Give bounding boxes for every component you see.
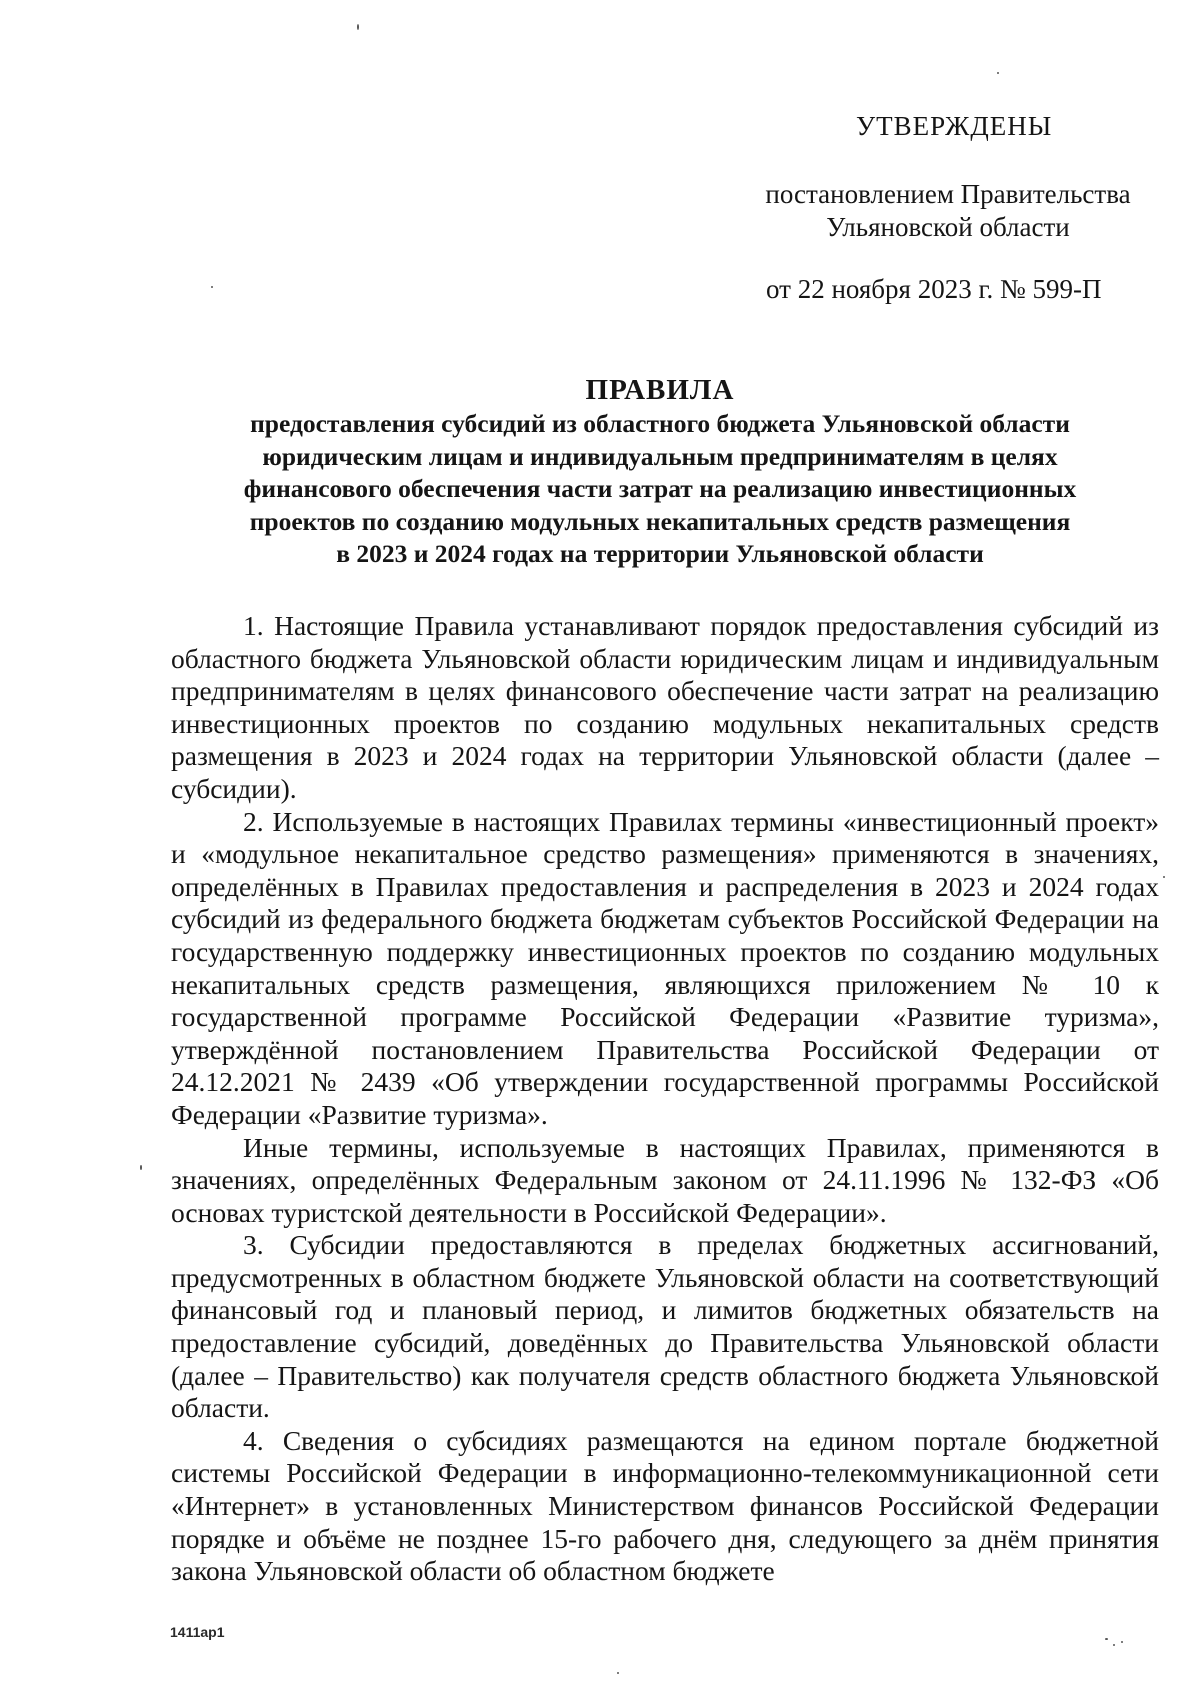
scan-speck bbox=[1105, 1638, 1108, 1640]
paragraph-2-continued: Иные термины, используемые в настоящих Правилах, применяются в значениях, определённых Федеральным законом от 24.11.1996 № 132-ФЗ «Об основах туристской деятельности в Российской Федерации». bbox=[171, 1131, 1159, 1228]
subtitle-line: финансового обеспечения части затрат на реализацию инвестиционных bbox=[243, 474, 1077, 503]
document-subtitle bbox=[160, 408, 1160, 571]
subtitle-line: проектов по созданию модульных некапитальных средств размещения bbox=[249, 506, 1071, 536]
scan-speck bbox=[1113, 1644, 1115, 1646]
subtitle-line: юридическим лицам и индивидуальным предпринимателям в целях bbox=[262, 441, 1058, 471]
paragraph-3: 3. Субсидии предоставляются в пределах бюджетных ассигнований, предусмотренных в областном бюджете Ульяновской области на соответствующий финансовый год и плановый период, и лимитов бюджетных обязательств на предоставление субсидий, доведённых до Правительства Ульяновской области (далее – Правительство) как получателя средств областного бюджета Ульяновской области. bbox=[171, 1229, 1159, 1424]
scan-speck bbox=[211, 286, 213, 288]
document-title: ПРАВИЛА bbox=[585, 374, 735, 406]
scan-speck bbox=[997, 72, 999, 74]
scan-speck bbox=[1163, 876, 1165, 878]
resolution-line-2: Ульяновской области bbox=[826, 212, 1070, 242]
document-body bbox=[171, 610, 1159, 1588]
resolution-line-1: постановлением Правительства bbox=[765, 179, 1131, 209]
paragraph-1: 1. Настоящие Правила устанавливают порядок предоставления субсидий из областного бюджета Ульяновской области юридическим лицам и индивидуальным предпринимателям в целях финансового обеспечение части затрат на реализацию инвестиционных проектов по созданию модульных некапитальных средств размещения в 2023 и 2024 годах на территории Ульяновской области (далее – субсидии). bbox=[171, 610, 1159, 804]
resolution-reference bbox=[753, 178, 1143, 244]
document-title-block bbox=[160, 372, 1160, 571]
scan-speck bbox=[357, 24, 359, 30]
scan-speck bbox=[617, 1672, 619, 1674]
scan-speck bbox=[1121, 1641, 1123, 1643]
footer-document-code: 1411ap1 bbox=[170, 1624, 225, 1640]
approved-stamp-text: УТВЕРЖДЕНЫ bbox=[856, 111, 1053, 141]
paragraph-4: 4. Сведения о субсидиях размещаются на едином портале бюджетной системы Российской Федерации в информационно-телекоммуникационной сети «Интернет» в установленных Министерством финансов Российской Федерации порядке и объёме не позднее 15-го рабочего дня, следующего за днём принятия закона Ульяновской области об областном бюджете bbox=[171, 1424, 1159, 1587]
scan-speck bbox=[140, 1165, 142, 1170]
paragraph-2: 2. Используемые в настоящих Правилах термины «инвестиционный проект» и «модульное некапитальное средство размещения» применяются в значениях, определённых в Правилах предоставления и распределения в 2023 и 2024 годах субсидий из федерального бюджета бюджетам субъектов Российской Федерации на государственную поддержку инвестиционных проектов по созданию модульных некапитальных средств размещения, являющихся приложением № 10 к государственной программе Российской Федерации «Развитие туризма», утверждённой постановлением Правительства Российской Федерации от 24.12.2021 № 2439 «Об утверждении государственной программы Российской Федерации «Развитие туризма». bbox=[171, 805, 1159, 1130]
subtitle-line: в 2023 и 2024 годах на территории Ульяновской области bbox=[336, 539, 984, 568]
subtitle-line: предоставления субсидий из областного бюджета Ульяновской области bbox=[250, 409, 1070, 438]
resolution-date-number: от 22 ноября 2023 г. № 599-П bbox=[766, 274, 1102, 304]
